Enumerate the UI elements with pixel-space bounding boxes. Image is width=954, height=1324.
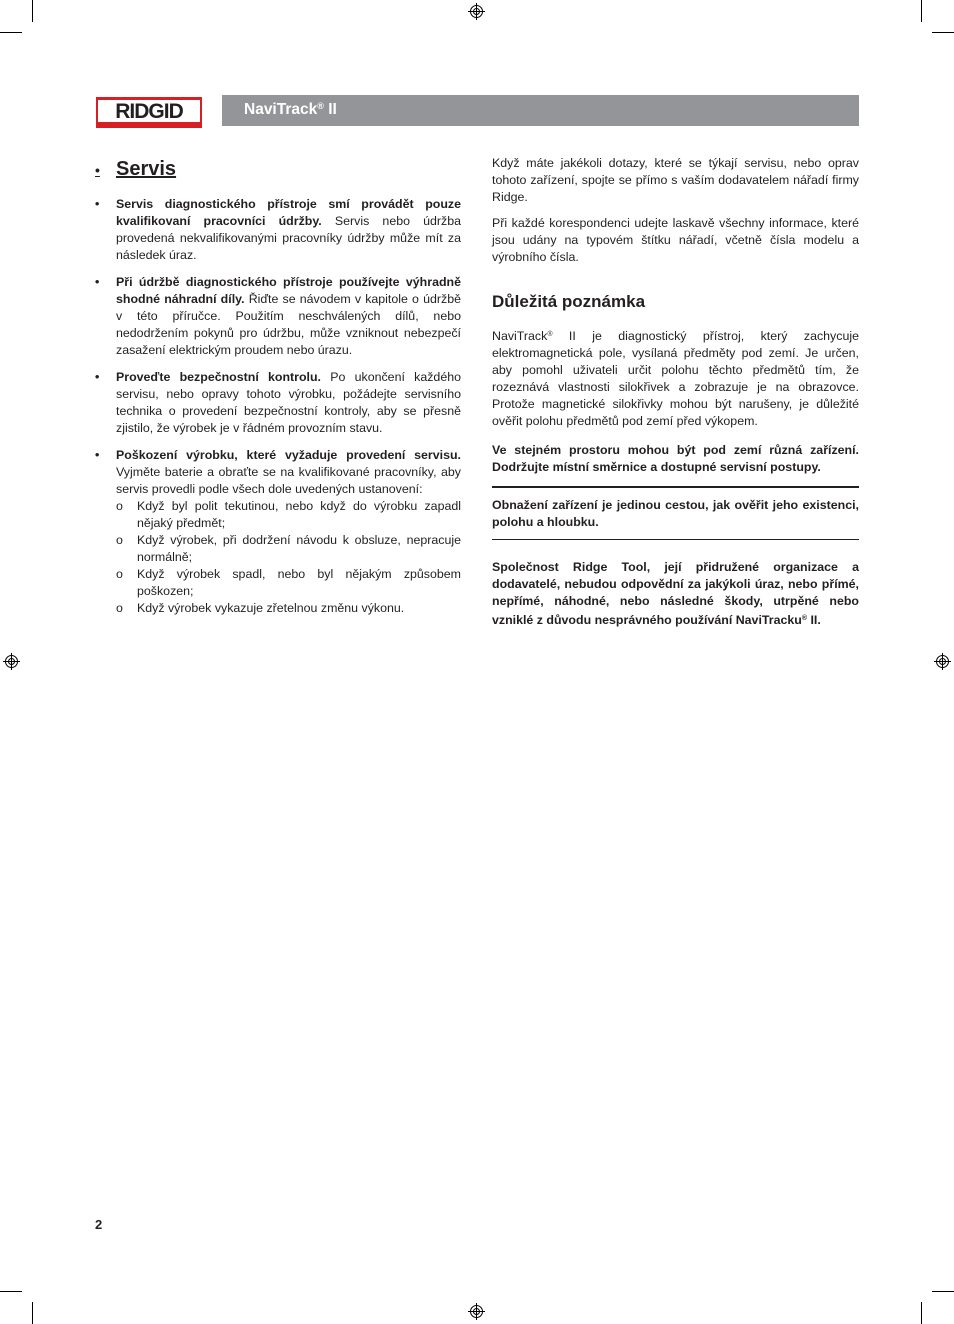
bullet-text: Vyjměte baterie a obraťte se na kvalifikované pracovníky, aby servis provedli podle všech dole uvedených ustanovení: <box>116 465 461 496</box>
bullet-text: Po ukončení každého servisu, nebo opravy tohoto výrobku, požádejte servisního technika o provedení bezpečnostní kontroly, aby se přesně zjistilo, že výrobek je v řádném provozním stavu. <box>116 370 461 435</box>
bullet-item <box>95 274 461 359</box>
sub-text: Když výrobek spadl, nebo byl nějakým způsobem poškozen; <box>137 567 461 598</box>
svg-text:RIDGID: RIDGID <box>115 100 183 123</box>
bullet-text: Řiďte se návodem v kapitole o údržbě v této příručce. Použitím neschválených dílů, nebo nedodržením pokynů pro údržbu, může vzniknout nebezpečí zasažení elektrickým proudem nebo úrazu. <box>116 292 461 357</box>
service-contact-paragraph: Když máte jakékoli dotazy, které se týkají servisu, nebo oprav tohoto zařízení, spojte se přímo s vaším dodavatelem nářadí firmy Ridge. <box>492 156 859 204</box>
sub-mark: o <box>116 601 123 615</box>
warning-exposure: Obnažení zařízení je jedinou cestou, jak ověřit jeho existenci, polohu a hloubku. <box>492 497 859 529</box>
registration-mark-right-icon <box>934 653 951 670</box>
bullet-item <box>95 369 461 437</box>
crop-mark-top-right-v <box>921 0 922 22</box>
crop-mark-bottom-right-h <box>932 1291 954 1292</box>
sub-mark: o <box>116 499 123 513</box>
section-bullet: • <box>95 162 100 178</box>
sub-text: Když byl polit tekutinou, nebo když do výrobku zapadl nějaký předmět; <box>137 499 461 530</box>
sub-item <box>116 498 461 532</box>
sub-text: Když výrobek, při dodržení návodu k obsluze, nepracuje normálně; <box>137 533 461 564</box>
divider <box>492 486 859 488</box>
bullet-mark: • <box>95 370 100 384</box>
sub-item <box>116 600 461 617</box>
sub-text: Když výrobek vykazuje zřetelnou změnu výkonu. <box>137 601 405 615</box>
header-bar <box>222 95 859 126</box>
bullet-mark: • <box>95 448 100 462</box>
divider <box>492 539 859 541</box>
correspondence-paragraph: Při každé korespondenci udejte laskavě všechny informace, které jsou udány na typovém štítku nářadí, včetně čísla modelu a výrobního čísla. <box>492 216 859 264</box>
sub-item <box>116 532 461 566</box>
crop-mark-top-left-h <box>0 32 22 33</box>
bullet-mark: • <box>95 197 100 211</box>
registration-mark-top-icon <box>468 3 485 20</box>
crop-mark-bottom-left-v <box>32 1302 33 1324</box>
header-title: NaviTrack® II <box>244 101 337 118</box>
bullet-lead: Poškození výrobku, které vyžaduje provedení servisu. <box>116 448 461 462</box>
bullet-item <box>95 447 461 498</box>
crop-mark-bottom-left-h <box>0 1291 22 1292</box>
sub-mark: o <box>116 533 123 547</box>
liability-disclaimer: Společnost Ridge Tool, její přidružené organizace a dodavatelé, nebudou odpovědní za jakýkoli úraz, nebo přímé, nepřímé, náhodné, nebo následné škody, utrpěné nebo vzniklé z důvodu nesprávného používání NaviTracku® II. <box>492 560 859 627</box>
crop-mark-top-right-h <box>932 32 954 33</box>
bullet-lead: Při údržbě diagnostického přístroje používejte výhradně shodné náhradní díly. <box>116 275 461 306</box>
sub-item <box>116 566 461 600</box>
sub-mark: o <box>116 567 123 581</box>
bullet-lead: Proveďte bezpečnostní kontrolu. <box>116 370 321 384</box>
page-number: 2 <box>95 1217 103 1232</box>
section-title-text: Servis <box>116 158 177 180</box>
left-column <box>95 155 461 617</box>
section-title <box>95 157 461 182</box>
bullet-lead: Servis diagnostického přístroje smí provádět pouze kvalifikovaní pracovníci údržby. <box>116 197 461 228</box>
registration-mark-left-icon <box>3 653 20 670</box>
bullet-text: Servis nebo údržba provedená nekvalifikovanými pracovníky údržby může mít za následek úraz. <box>116 214 461 262</box>
warning-underground-utilities: Ve stejném prostoru mohou být pod zemí různá zařízení. Dodržujte místní směrnice a dostupné servisní postupy. <box>492 443 859 474</box>
bullet-item <box>95 196 461 264</box>
crop-mark-top-left-v <box>32 0 33 22</box>
bullet-mark: • <box>95 275 100 289</box>
important-note-paragraph: NaviTrack® II je diagnostický přístroj, který zachycuje elektromagnetická pole, vysílaná předměty pod zemí. Je určen, aby pomohl uživateli určit polohu těchto předmětů tím, že rozeznává vlastnosti silokřivek a zobrazuje je na obrazovce. Protože magnetické silokřivky mohou být narušeny, je důležité ověřit polohu předmětů pod zemí před výkopem. <box>492 329 859 428</box>
ridgid-logo <box>96 97 202 128</box>
registration-mark-bottom-icon <box>468 1303 485 1320</box>
right-column <box>492 155 859 638</box>
sub-list <box>95 498 461 617</box>
important-note-heading: Důležitá poznámka <box>492 292 646 311</box>
crop-mark-bottom-right-v <box>921 1302 922 1324</box>
